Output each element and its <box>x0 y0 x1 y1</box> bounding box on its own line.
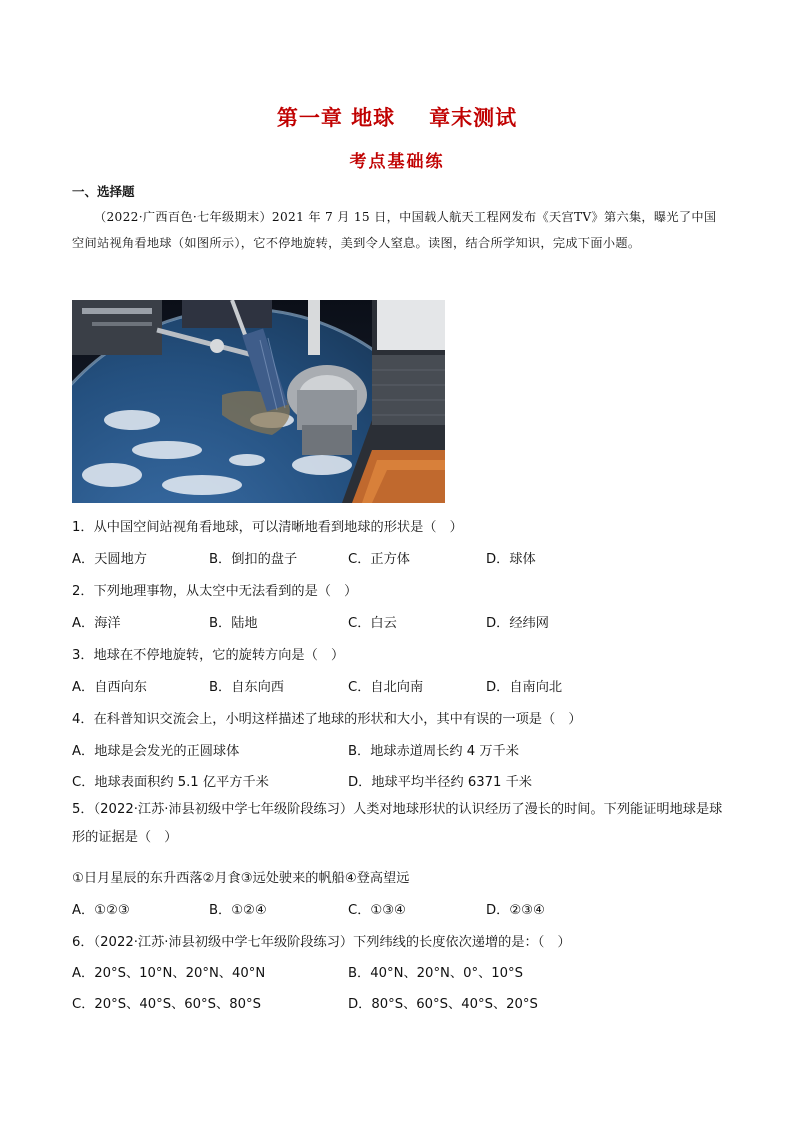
question-intro: （2022·广西百色·七年级期末）2021 年 7 月 15 日，中国载人航天工程网发布《天宫TV》第六集，曝光了中国空间站视角看地球（如图所示），它不停地旋转，美到令人窒息。读图，结合所学知识，完成下面小题。 <box>72 210 717 250</box>
option-a: A．自西向东 <box>72 680 147 695</box>
page-subtitle: 考点基础练 <box>349 152 445 172</box>
option-b: B．地球赤道周长约 4 万千米 <box>348 744 519 759</box>
space-station-earth-image <box>72 300 445 503</box>
option-a: A．天圆地方 <box>72 552 147 567</box>
option-c: C．自北向南 <box>348 680 424 695</box>
title-chapter: 第一章 地球 <box>276 106 396 130</box>
option-b: B．倒扣的盘子 <box>209 552 298 567</box>
option-a: A．地球是会发光的正圆球体 <box>72 744 240 759</box>
option-d: D．②③④ <box>486 903 545 918</box>
page-title <box>0 102 794 132</box>
option-b: B．自东向西 <box>209 680 284 695</box>
option-c: C．①③④ <box>348 903 406 918</box>
option-c: C．20°S、40°S、60°S、80°S <box>72 997 261 1012</box>
option-b: B．①②④ <box>209 903 267 918</box>
option-a: A．①②③ <box>72 903 130 918</box>
option-b: B．陆地 <box>209 616 258 631</box>
question-1-stem: 1．从中国空间站视角看地球，可以清晰地看到地球的形状是（ ） <box>72 520 463 535</box>
question-2-stem: 2．下列地理事物，从太空中无法看到的是（ ） <box>72 584 358 599</box>
option-d: D．球体 <box>486 552 536 567</box>
title-test: 章末测试 <box>429 106 518 130</box>
option-d: D．地球平均半径约 6371 千米 <box>348 775 532 790</box>
option-a: A．海洋 <box>72 616 121 631</box>
option-b: B．40°N、20°N、0°、10°S <box>348 966 524 981</box>
option-c: C．白云 <box>348 616 397 631</box>
option-c: C．地球表面积约 5.1 亿平方千米 <box>72 775 269 790</box>
option-d: D．经纬网 <box>486 616 549 631</box>
question-6-stem: 6．（2022·江苏·沛县初级中学七年级阶段练习）下列纬线的长度依次递增的是：（ ） <box>72 935 571 950</box>
option-c: C．正方体 <box>348 552 410 567</box>
question-4-stem: 4．在科普知识交流会上，小明这样描述了地球的形状和大小，其中有误的一项是（ ） <box>72 712 582 727</box>
question-5-statements: ①日月星辰的东升西落②月食③远处驶来的帆船④登高望远 <box>72 871 410 886</box>
option-a: A．20°S、10°N、20°N、40°N <box>72 966 266 981</box>
option-d: D．80°S、60°S、40°S、20°S <box>348 997 538 1012</box>
section-heading: 一、选择题 <box>72 184 135 199</box>
question-5-stem: 5．（2022·江苏·沛县初级中学七年级阶段练习）人类对地球形状的认识经历了漫长的时间。下列能证明地球是球形的证据是（ ） <box>72 802 723 845</box>
question-3-stem: 3．地球在不停地旋转，它的旋转方向是（ ） <box>72 648 345 663</box>
option-d: D．自南向北 <box>486 680 563 695</box>
